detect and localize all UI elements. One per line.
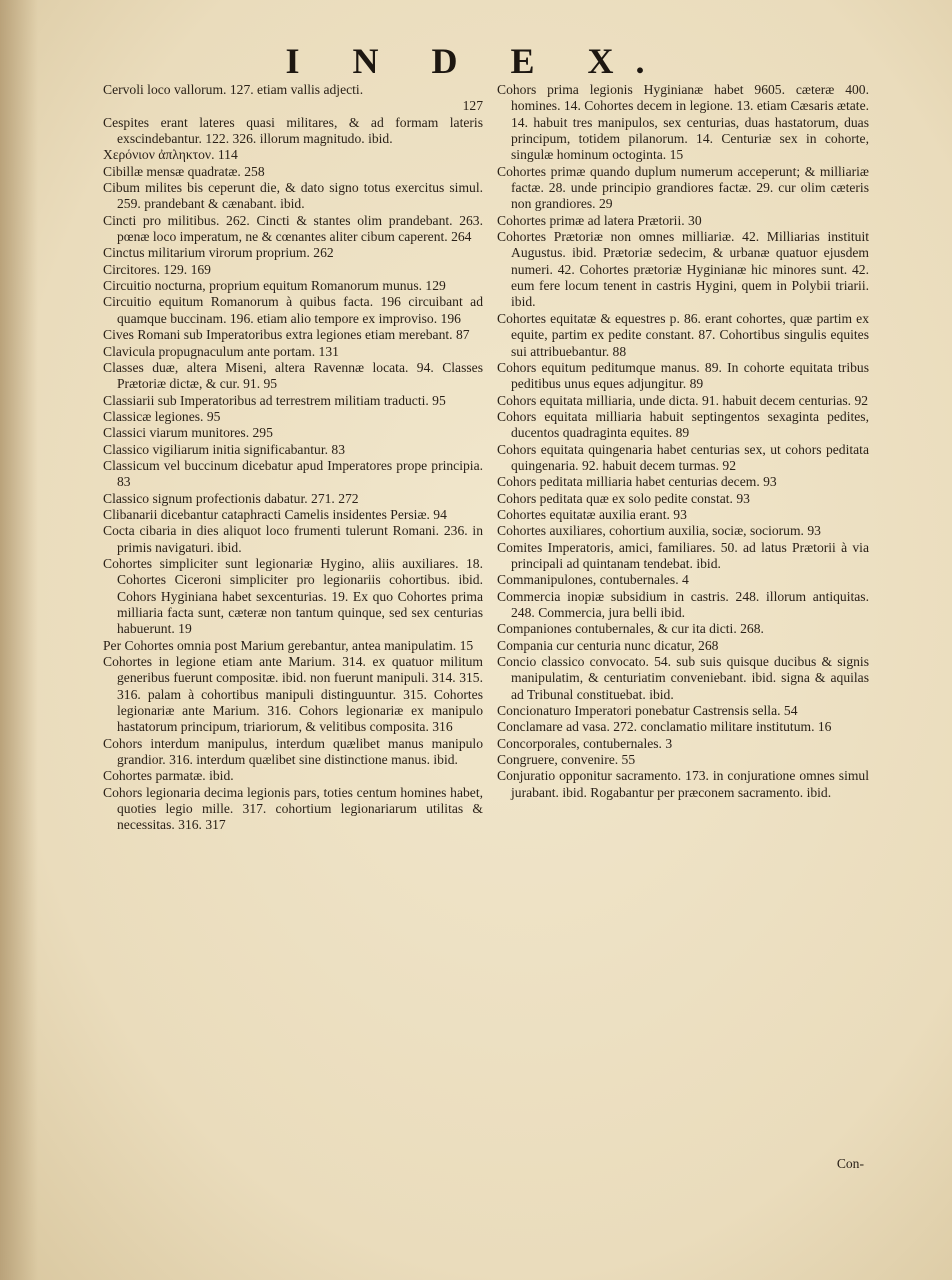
page-spine-shadow — [0, 0, 38, 1280]
page-title: I N D E X. — [285, 41, 667, 81]
index-entry: Classico vigiliarum initia significabantur. 83 — [103, 441, 346, 457]
index-entry: Circitores. 129. 169 — [103, 261, 211, 277]
index-entry: Cives Romani sub Imperatoribus extra legiones etiam merebant. 87 — [103, 327, 470, 343]
index-entry: Classicæ legiones. 95 — [103, 408, 221, 424]
index-entry: Cohortes simpliciter sunt legionariæ Hygino, aliis auxiliares. 18. Cohortes Ciceroni simpliciter pro legionariis cohortibus. ibid. Cohors Hyginiana habet sexcenturias. 19. Ex quo Cohortes prima milliaria facta sunt, cæteræ non tantum quinque, sed sex centurias habuerunt. 19 — [103, 555, 483, 637]
index-entry: Cocta cibaria in dies aliquot loco frumenti tulerunt Romani. 236. in primis navigaturi. ibid. — [103, 523, 483, 555]
index-entry: Circuitio equitum Romanorum à quibus facta. 196 circuibant ad quamque buccinam. 196. etiam alio tempore ex improviso. 196 — [103, 294, 483, 326]
index-entry: Cohors equitata milliaria, unde dicta. 91. habuit decem centurias. 92 — [497, 392, 869, 408]
index-entry: Conclamare ad vasa. 272. conclamatio militare institutum. 16 — [497, 719, 832, 735]
index-entry: 127 — [462, 98, 483, 114]
index-entry: Cohortes Prætoriæ non omnes milliariæ. 42. Milliarias instituit Augustus. ibid. Prætoriæ sedecim, & urbanæ quatuor ejusdem numeri. 42. Cohortes prætoriæ Hyginianæ hic minores sunt. 42. eum fere locum tenent in castris Hygini, quem in Polybii triarii. ibid. — [497, 229, 869, 310]
index-entry: Classicum vel buccinum dicebatur apud Imperatores prope principia. 83 — [103, 457, 483, 490]
index-entry: Classici viarum munitores. 295 — [103, 425, 273, 441]
right-column — [497, 82, 869, 801]
index-entry: Cespites erant lateres quasi militares, & ad formam lateris exscindebantur. 122. 326. illorum magnitudo. ibid. — [103, 114, 483, 147]
index-entry: Cohors peditata quæ ex solo pedite constat. 93 — [497, 490, 750, 506]
index-entry: Circuitio nocturna, proprium equitum Romanorum munus. 129 — [103, 278, 446, 294]
index-entry: Concio classico convocato. 54. sub suis quisque ducibus & signis manipulatim, & centuriatim conveniebant. ibid. signa & aquilas ad Tribunal constituebat. ibid. — [497, 654, 869, 702]
index-entry: Cohortes primæ ad latera Prætorii. 30 — [497, 212, 702, 228]
index-entry: Cincti pro militibus. 262. Cincti & stantes olim prandebant. 263. pœnæ loco imperatum, ne & cœnantes aliter cibum caperent. 264 — [103, 212, 483, 245]
index-entry: Cibum milites bis ceperunt die, & dato signo totus exercitus simul. 259. prandebant & cænabant. ibid. — [103, 180, 483, 212]
index-entry: Cohors equitata milliaria habuit septingentos sexaginta pedites, ducentos quadraginta equites. 89 — [497, 408, 869, 441]
index-entry: Cohortes primæ quando duplum numerum acceperunt; & milliariæ factæ. 28. unde principio grandiores factæ. 29. cur olim cæteris non grandiores. 29 — [497, 163, 869, 212]
index-entry: Comites Imperatoris, amici, familiares. 50. ad latus Prætorii à via principali ad quintanam tendebat. ibid. — [497, 539, 869, 571]
catchword: Con- — [836, 1156, 864, 1171]
index-entry: Cohors prima legionis Hyginianæ habet 9605. cæteræ 400. homines. 14. Cohortes decem in legione. 13. etiam Cæsaris ætate. 14. habuit tres manipulos, sex centurias, duas hastatorum, duas principum, totidem pilanorum. 14. Centuriæ sex in cohorte, singulæ hominum octoginta. 15 — [497, 82, 869, 163]
index-entry: Per Cohortes omnia post Marium gerebantur, antea manipulatim. 15 — [103, 637, 474, 653]
index-entry: Cibillæ mensæ quadratæ. 258 — [103, 163, 265, 179]
index-entry: Classiarii sub Imperatoribus ad terrestrem militiam traducti. 95 — [103, 392, 446, 408]
index-entry: Conjuratio opponitur sacramento. 173. in conjuratione omnes simul jurabant. ibid. Rogabantur per præconem sacramento. ibid. — [497, 768, 869, 800]
index-entry: Compania cur centuria nunc dicatur, 268 — [497, 637, 719, 653]
index-entry: Cohors peditata milliaria habet centurias decem. 93 — [497, 474, 777, 490]
index-entry: Cinctus militarium virorum proprium. 262 — [103, 245, 334, 261]
index-entry: Χερόνιον ἀπληκτον. 114 — [103, 147, 238, 163]
index-entry: Classes duæ, altera Miseni, altera Ravennæ locata. 94. Classes Prætoriæ dictæ, & cur. 91. 95 — [103, 359, 483, 392]
index-entry: Cohortes auxiliares, cohortium auxilia, sociæ, sociorum. 93 — [497, 523, 821, 539]
index-entry: Commercia inopiæ subsidium in castris. 248. illorum antiquitas. 248. Commercia, jura belli ibid. — [497, 588, 869, 620]
index-entry: Cohors legionaria decima legionis pars, toties centum homines habet, quoties legio mille. 317. cohortium legionariarum utilitas & necessitas. 316. 317 — [103, 784, 483, 833]
index-entry: Cohortes in legione etiam ante Marium. 314. ex quatuor militum generibus fuerunt compositæ. ibid. non fuerunt manipuli. 314. 315. 316. palam à cohortibus manipuli distinguuntur. 315. Cohortes legionariæ ante Marium. 316. Cohors legionariæ ex manipulo hastatorum principum, triariorum, & velitibus composita. 316 — [103, 654, 483, 735]
left-column — [103, 82, 483, 834]
index-entry: Cohortes parmatæ. ibid. — [103, 768, 234, 784]
index-entry: Clavicula propugnaculum ante portam. 131 — [103, 343, 339, 359]
index-entry: Concionaturo Imperatori ponebatur Castrensis sella. 54 — [497, 703, 798, 719]
index-entry: Cohors equitata quingenaria habet centurias sex, ut cohors peditata quingenaria. 92. habuit decem turmas. 92 — [497, 441, 869, 473]
index-entry: Concorporales, contubernales. 3 — [497, 735, 673, 751]
index-entry: Cohors interdum manipulus, interdum quælibet manus manipulo grandior. 316. interdum quælibet sine distinctione manus. ibid. — [103, 735, 483, 768]
index-entry: Cohortes equitatæ & equestres p. 86. erant cohortes, quæ partim ex equite, partim ex pedite constant. 87. Cohortibus singulis equites sui attribuebantur. 88 — [497, 310, 869, 359]
index-entry: Cohortes equitatæ auxilia erant. 93 — [497, 506, 687, 522]
index-entry: Cervoli loco vallorum. 127. etiam vallis adjecti. — [103, 82, 364, 97]
index-entry: Congruere, convenire. 55 — [497, 752, 636, 768]
index-entry: Clibanarii dicebantur cataphracti Camelis insidentes Persiæ. 94 — [103, 506, 447, 522]
index-entry: Commanipulones, contubernales. 4 — [497, 572, 689, 588]
index-entry: Classico signum profectionis dabatur. 271. 272 — [103, 490, 359, 506]
index-entry: Companiones contubernales, & cur ita dicti. 268. — [497, 621, 764, 637]
index-entry: Cohors equitum peditumque manus. 89. In cohorte equitata tribus peditibus unus eques adjungitur. 89 — [497, 359, 869, 392]
